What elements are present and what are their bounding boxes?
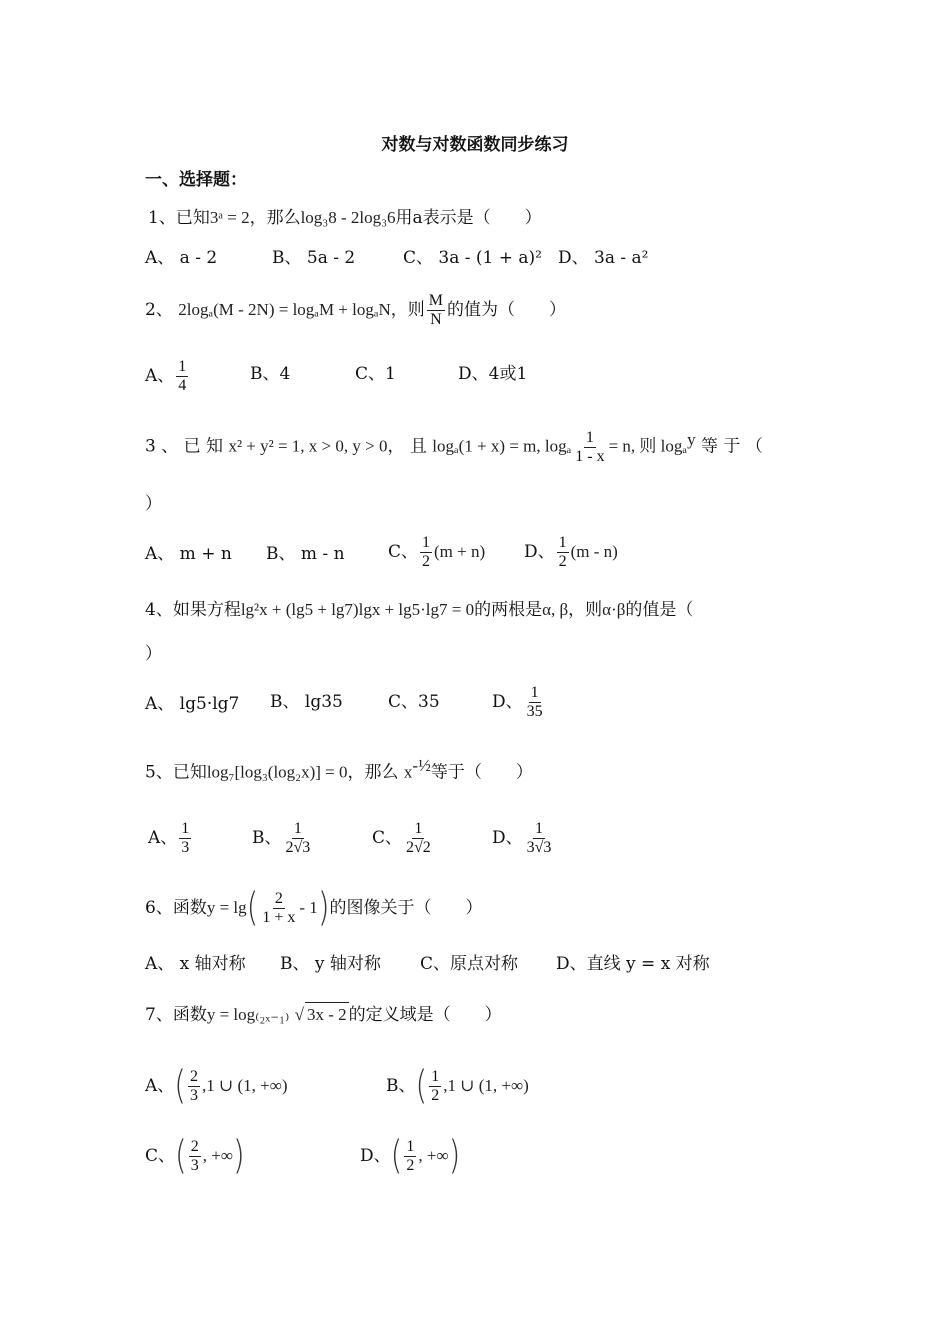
page-title: 对数与对数函数同步练习: [381, 135, 569, 155]
q5-a-label: A、: [148, 828, 178, 848]
q4-option-c: C、35: [388, 692, 440, 712]
q5-c-fraction: [404, 820, 433, 857]
q6-right-paren: ): [317, 885, 330, 931]
q4-roots: α, β: [542, 600, 569, 619]
q7-a-num: 2: [190, 1068, 198, 1085]
q6-frac-den: 1 + x: [262, 909, 296, 926]
q3-option-c: [388, 534, 485, 571]
q2-a-den: 4: [178, 377, 187, 394]
q5-suffix: 等于（ ）: [430, 762, 533, 783]
q5-expression: log₇[log₃(log₂x)] = 0: [206, 762, 348, 782]
q7-a-label: A、: [145, 1076, 175, 1096]
q6-left-paren: (: [246, 885, 259, 931]
question-6: [145, 885, 483, 931]
q3-d-den: 2: [558, 553, 567, 570]
q7-b-tail: ,1 ∪ (1, +∞): [443, 1076, 529, 1095]
q3-c-tail: (m + n): [434, 542, 486, 561]
q5-d-label: D、: [492, 828, 523, 848]
q5-d-den: 3√3: [526, 839, 552, 856]
q3-d-label: D、: [524, 542, 555, 562]
q1-option-a: A、 a - 2: [145, 248, 218, 268]
q6-suffix: 的图像关于（ ）: [329, 898, 483, 918]
q2-suffix: 的值为（ ）: [447, 300, 567, 320]
q3-option-b: B、 m - n: [266, 544, 345, 564]
q5-a-den: 3: [181, 839, 190, 856]
q7-root: √ 3x - 2: [295, 1005, 349, 1024]
q1-option-b: B、 5a - 2: [272, 248, 356, 268]
question-4: [145, 598, 693, 622]
q7-c-left-paren: (: [175, 1133, 187, 1179]
q3-c-fraction: [420, 534, 432, 571]
q7-c-label: C、: [145, 1146, 176, 1166]
q7-expression: y = log₍₂ₓ₋₁₎: [206, 1005, 290, 1024]
q4-close: ）: [145, 644, 162, 664]
q3-expression-1: logₐ(1 + x) = m, logₐ: [432, 436, 572, 456]
q5-mid: ，那么: [347, 762, 399, 783]
q5-b-label: B、: [252, 828, 282, 848]
q6-frac-num: 2: [274, 890, 283, 907]
q7-prefix: 7、函数: [145, 1005, 207, 1025]
q1-option-d: D、 3a - a²: [558, 248, 649, 268]
q7-b-num: 1: [431, 1068, 440, 1085]
q5-d-fraction: [525, 820, 554, 857]
q4-suffix: 的值是（: [625, 600, 694, 620]
q5-power-exp: -½: [412, 756, 431, 775]
q4-d-num: 1: [530, 684, 539, 701]
q7-d-num: 1: [406, 1138, 415, 1155]
q4-mid2: ，则: [568, 600, 603, 620]
q2-a-fraction: [176, 358, 188, 395]
q7-option-a: [145, 1063, 288, 1109]
q6-option-d: D、直线 y = x 对称: [556, 954, 710, 974]
q2-option-d: D、4或1: [458, 364, 528, 384]
q1-condition: 3ᵃ = 2: [209, 208, 250, 227]
q4-d-fraction: [525, 684, 545, 721]
q1-mid: ，那么: [249, 208, 301, 228]
q1-prefix: 1、已知: [148, 208, 210, 228]
q7-b-fraction: [429, 1068, 441, 1105]
q7-b-left-paren: (: [415, 1063, 428, 1109]
q3-close: ）: [145, 494, 162, 514]
q6-option-a: A、 x 轴对称: [145, 954, 246, 974]
q3-option-d: [524, 534, 618, 571]
question-1: [148, 206, 542, 230]
q4-product: α·β: [602, 600, 626, 619]
q7-option-b: [386, 1063, 529, 1109]
q1-suffix: 用a表示是（ ）: [395, 208, 542, 228]
q6-option-b: B、 y 轴对称: [280, 954, 381, 974]
q3-tail: 等 于 （: [700, 436, 763, 457]
q7-a-fraction: [188, 1068, 200, 1105]
question-2: [145, 292, 566, 329]
q4-prefix: 4、如果方程: [145, 600, 241, 620]
q3-frac-den: 1 - x: [575, 447, 605, 465]
q3-mid: ， 且: [387, 436, 427, 457]
q2-prefix: 2、: [145, 300, 173, 320]
q2-a-label: A、: [145, 366, 175, 386]
q3-expression-2: = n, 则 logₐ: [608, 436, 688, 456]
q6-expression-1: y = lg: [206, 898, 247, 917]
q2-expression: 2logₐ(M - 2N) = logₐM + logₐN: [178, 300, 391, 319]
q7-option-c: [145, 1133, 245, 1179]
question-5: [145, 754, 533, 785]
q6-fraction: [260, 890, 297, 927]
q4-d-label: D、: [492, 692, 523, 712]
q7-d-den: 2: [406, 1157, 415, 1174]
q7-d-label: D、: [360, 1146, 391, 1166]
q5-option-d: [492, 820, 555, 857]
q3-fraction: [573, 429, 606, 466]
q5-b-den: 2√3: [285, 839, 311, 856]
q4-option-d: [492, 684, 547, 721]
q5-option-a: [148, 820, 193, 857]
section-heading: 一、选择题：: [145, 170, 247, 190]
q5-a-fraction: [179, 820, 191, 857]
q5-d-num: 1: [535, 820, 544, 837]
q4-option-a: A、 lg5·lg7: [145, 694, 240, 714]
q7-b-label: B、: [386, 1076, 416, 1096]
q7-d-left-paren: (: [390, 1133, 403, 1179]
q7-d-right-paren: ): [448, 1133, 461, 1179]
q3-d-tail: (m - n): [570, 542, 618, 561]
q3-prefix: 3 、 已 知: [145, 436, 224, 457]
q3-d-fraction: [557, 534, 569, 571]
q6-prefix: 6、函数: [145, 898, 207, 918]
q3-c-num: 1: [422, 534, 431, 551]
q3-condition: x² + y² = 1, x > 0, y > 0: [228, 436, 388, 456]
q2-mid: ，则: [390, 300, 425, 320]
q4-expression: lg²x + (lg5 + lg7)lgx + lg5·lg7 = 0: [240, 600, 475, 619]
q4-option-b: B、 lg35: [270, 692, 343, 712]
q5-b-fraction: [284, 820, 313, 857]
q2-fraction: [427, 292, 445, 329]
q7-d-tail: , +∞: [418, 1146, 449, 1165]
q7-c-right-paren: ): [232, 1133, 245, 1179]
q5-b-num: 1: [293, 820, 302, 837]
q7-a-left-paren: (: [174, 1063, 186, 1109]
q3-frac-num: 1: [585, 428, 594, 446]
q5-c-num: 1: [414, 820, 423, 837]
q7-c-fraction: [189, 1138, 201, 1175]
q3-c-label: C、: [388, 542, 419, 562]
q2-frac-den: N: [430, 311, 442, 328]
q7-c-num: 2: [190, 1138, 199, 1155]
q6-expression-2: - 1: [299, 898, 318, 917]
q7-a-tail: ,1 ∪ (1, +∞): [202, 1076, 288, 1095]
q2-option-c: C、1: [355, 364, 396, 384]
q3-option-a: A、 m + n: [145, 544, 232, 564]
q7-b-den: 2: [431, 1087, 440, 1104]
q2-option-b: B、4: [250, 364, 291, 384]
q3-d-num: 1: [558, 534, 567, 551]
q5-power-base: x: [403, 762, 413, 782]
q7-radicand: 3x - 2: [305, 1002, 349, 1027]
q5-c-label: C、: [372, 828, 403, 848]
q1-expression: log₃8 - 2log₃6: [300, 208, 396, 227]
q6-option-c: C、原点对称: [420, 954, 519, 974]
q7-c-den: 3: [190, 1157, 199, 1174]
q2-a-num: 1: [178, 358, 187, 375]
q1-option-c: C、 3a - (1 + a)²: [403, 248, 542, 268]
q7-d-fraction: [404, 1138, 416, 1175]
q7-c-tail: , +∞: [202, 1146, 233, 1165]
q4-d-den: 35: [526, 703, 543, 720]
q3-c-den: 2: [422, 553, 431, 570]
q2-option-a: [145, 358, 190, 395]
q3-exponent: y: [687, 430, 696, 449]
q5-prefix: 5、已知: [145, 762, 207, 783]
q5-option-c: [372, 820, 435, 857]
question-3: [145, 428, 763, 466]
q4-mid: 的两根是: [474, 600, 543, 620]
q2-frac-num: M: [428, 292, 444, 309]
q5-a-num: 1: [181, 820, 190, 837]
q5-option-b: [252, 820, 314, 857]
q7-option-d: [360, 1133, 461, 1179]
q7-a-den: 3: [190, 1087, 198, 1104]
q5-c-den: 2√2: [406, 839, 431, 856]
question-7: [145, 1002, 502, 1027]
q7-suffix: 的定义域是（ ）: [348, 1005, 502, 1025]
